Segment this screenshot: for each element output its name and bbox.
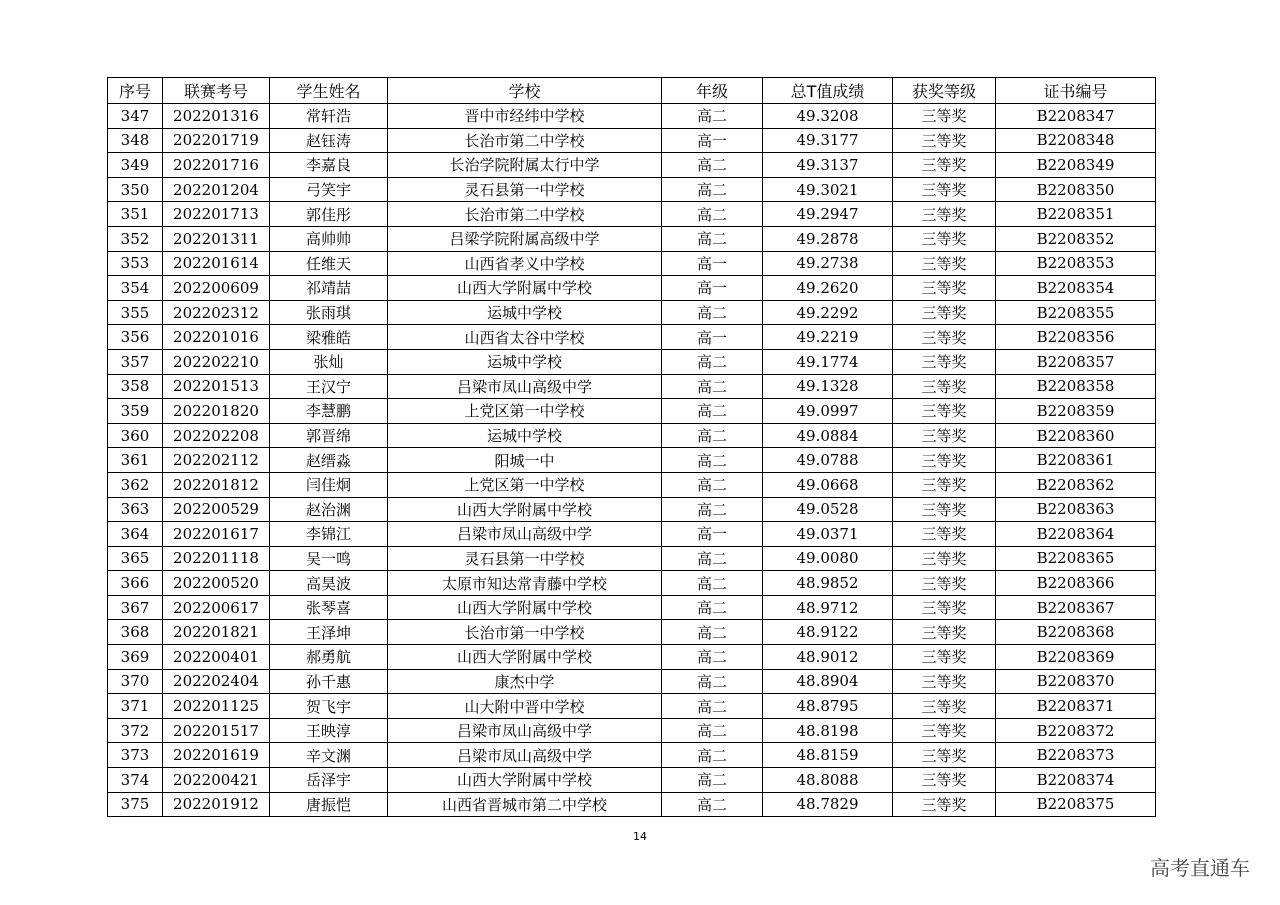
cell-exam-id: 202202208 (163, 423, 270, 448)
cell-award-level: 三等奖 (893, 546, 996, 571)
page-number: 14 (633, 830, 647, 843)
cell-score: 49.2620 (763, 276, 893, 301)
cell-score: 49.0371 (763, 522, 893, 547)
table-row (108, 177, 1156, 202)
cell-certificate-id: B2208347 (996, 104, 1156, 129)
cell-student-name: 梁雅皓 (270, 325, 388, 350)
cell-grade: 高二 (662, 300, 763, 325)
cell-school: 吕梁学院附属高级中学 (388, 226, 662, 251)
cell-school: 灵石县第一中学校 (388, 177, 662, 202)
cell-certificate-id: B2208358 (996, 374, 1156, 399)
table-row (108, 128, 1156, 153)
cell-exam-id: 202201719 (163, 128, 270, 153)
cell-school: 上党区第一中学校 (388, 472, 662, 497)
table-row (108, 300, 1156, 325)
cell-school: 长治学院附属太行中学 (388, 153, 662, 178)
cell-score: 48.9122 (763, 620, 893, 645)
cell-grade: 高二 (662, 177, 763, 202)
cell-student-name: 赵钰涛 (270, 128, 388, 153)
cell-grade: 高二 (662, 571, 763, 596)
cell-grade: 高二 (662, 104, 763, 129)
cell-score: 49.3177 (763, 128, 893, 153)
cell-index: 373 (108, 743, 163, 768)
cell-award-level: 三等奖 (893, 448, 996, 473)
cell-grade: 高二 (662, 792, 763, 817)
cell-score: 49.3021 (763, 177, 893, 202)
cell-grade: 高二 (662, 768, 763, 793)
cell-exam-id: 202200520 (163, 571, 270, 596)
header-certificate-id: 证书编号 (996, 78, 1156, 104)
cell-exam-id: 202200421 (163, 768, 270, 793)
cell-award-level: 三等奖 (893, 694, 996, 719)
header-exam-id: 联赛考号 (163, 78, 270, 104)
cell-school: 吕梁市凤山高级中学 (388, 718, 662, 743)
cell-exam-id: 202200529 (163, 497, 270, 522)
cell-award-level: 三等奖 (893, 251, 996, 276)
cell-award-level: 三等奖 (893, 349, 996, 374)
cell-exam-id: 202201513 (163, 374, 270, 399)
cell-certificate-id: B2208375 (996, 792, 1156, 817)
cell-certificate-id: B2208354 (996, 276, 1156, 301)
cell-student-name: 高昊波 (270, 571, 388, 596)
cell-index: 354 (108, 276, 163, 301)
cell-index: 366 (108, 571, 163, 596)
header-student-name: 学生姓名 (270, 78, 388, 104)
cell-grade: 高二 (662, 374, 763, 399)
header-score: 总T值成绩 (763, 78, 893, 104)
cell-score: 49.1774 (763, 349, 893, 374)
cell-award-level: 三等奖 (893, 718, 996, 743)
cell-school: 山西省太谷中学校 (388, 325, 662, 350)
cell-index: 359 (108, 399, 163, 424)
cell-student-name: 唐振恺 (270, 792, 388, 817)
cell-grade: 高二 (662, 153, 763, 178)
cell-certificate-id: B2208359 (996, 399, 1156, 424)
cell-exam-id: 202200609 (163, 276, 270, 301)
cell-score: 49.0884 (763, 423, 893, 448)
table-row (108, 595, 1156, 620)
cell-score: 49.2878 (763, 226, 893, 251)
cell-school: 灵石县第一中学校 (388, 546, 662, 571)
cell-exam-id: 202200401 (163, 645, 270, 670)
cell-grade: 高一 (662, 522, 763, 547)
table-row (108, 399, 1156, 424)
cell-certificate-id: B2208370 (996, 669, 1156, 694)
cell-school: 山西大学附属中学校 (388, 768, 662, 793)
cell-exam-id: 202201812 (163, 472, 270, 497)
cell-student-name: 闫佳炯 (270, 472, 388, 497)
header-index: 序号 (108, 78, 163, 104)
cell-award-level: 三等奖 (893, 104, 996, 129)
cell-certificate-id: B2208364 (996, 522, 1156, 547)
cell-score: 49.2947 (763, 202, 893, 227)
cell-exam-id: 202202112 (163, 448, 270, 473)
cell-grade: 高二 (662, 718, 763, 743)
table-body (108, 104, 1156, 817)
cell-score: 49.3208 (763, 104, 893, 129)
cell-certificate-id: B2208351 (996, 202, 1156, 227)
cell-award-level: 三等奖 (893, 325, 996, 350)
cell-school: 晋中市经纬中学校 (388, 104, 662, 129)
cell-school: 长治市第二中学校 (388, 202, 662, 227)
cell-score: 49.0997 (763, 399, 893, 424)
cell-score: 48.9012 (763, 645, 893, 670)
cell-student-name: 郭佳彤 (270, 202, 388, 227)
table-row (108, 202, 1156, 227)
cell-grade: 高二 (662, 546, 763, 571)
cell-award-level: 三等奖 (893, 177, 996, 202)
cell-certificate-id: B2208356 (996, 325, 1156, 350)
cell-award-level: 三等奖 (893, 399, 996, 424)
header-award-level: 获奖等级 (893, 78, 996, 104)
cell-grade: 高二 (662, 399, 763, 424)
table-row (108, 571, 1156, 596)
cell-index: 348 (108, 128, 163, 153)
cell-index: 364 (108, 522, 163, 547)
cell-score: 49.0528 (763, 497, 893, 522)
cell-grade: 高二 (662, 349, 763, 374)
table-row (108, 349, 1156, 374)
cell-award-level: 三等奖 (893, 768, 996, 793)
table-row (108, 718, 1156, 743)
cell-school: 运城中学校 (388, 349, 662, 374)
cell-index: 360 (108, 423, 163, 448)
cell-award-level: 三等奖 (893, 153, 996, 178)
cell-school: 山西大学附属中学校 (388, 645, 662, 670)
watermark-text: 高考直通车 (1150, 856, 1250, 880)
cell-exam-id: 202201125 (163, 694, 270, 719)
cell-index: 351 (108, 202, 163, 227)
table-row (108, 276, 1156, 301)
cell-index: 350 (108, 177, 163, 202)
cell-student-name: 岳泽宇 (270, 768, 388, 793)
cell-school: 上党区第一中学校 (388, 399, 662, 424)
table-row (108, 374, 1156, 399)
cell-score: 48.8159 (763, 743, 893, 768)
cell-index: 371 (108, 694, 163, 719)
cell-index: 363 (108, 497, 163, 522)
cell-student-name: 赵缙淼 (270, 448, 388, 473)
cell-student-name: 张琴喜 (270, 595, 388, 620)
cell-school: 山西大学附属中学校 (388, 497, 662, 522)
cell-school: 太原市知达常青藤中学校 (388, 571, 662, 596)
cell-score: 49.2292 (763, 300, 893, 325)
cell-certificate-id: B2208366 (996, 571, 1156, 596)
cell-score: 48.8795 (763, 694, 893, 719)
cell-award-level: 三等奖 (893, 276, 996, 301)
cell-grade: 高二 (662, 620, 763, 645)
cell-award-level: 三等奖 (893, 472, 996, 497)
cell-award-level: 三等奖 (893, 226, 996, 251)
cell-exam-id: 202201118 (163, 546, 270, 571)
table-row (108, 153, 1156, 178)
cell-award-level: 三等奖 (893, 620, 996, 645)
cell-score: 49.3137 (763, 153, 893, 178)
cell-student-name: 常轩浩 (270, 104, 388, 129)
cell-certificate-id: B2208348 (996, 128, 1156, 153)
cell-certificate-id: B2208372 (996, 718, 1156, 743)
cell-index: 368 (108, 620, 163, 645)
cell-exam-id: 202201311 (163, 226, 270, 251)
table-row (108, 522, 1156, 547)
cell-school: 吕梁市凤山高级中学 (388, 522, 662, 547)
cell-exam-id: 202201716 (163, 153, 270, 178)
table-row (108, 546, 1156, 571)
cell-certificate-id: B2208357 (996, 349, 1156, 374)
cell-award-level: 三等奖 (893, 571, 996, 596)
cell-grade: 高一 (662, 128, 763, 153)
cell-award-level: 三等奖 (893, 645, 996, 670)
cell-school: 长治市第一中学校 (388, 620, 662, 645)
cell-exam-id: 202201912 (163, 792, 270, 817)
cell-certificate-id: B2208363 (996, 497, 1156, 522)
cell-index: 352 (108, 226, 163, 251)
table-row (108, 226, 1156, 251)
header-school: 学校 (388, 78, 662, 104)
cell-index: 355 (108, 300, 163, 325)
table-row (108, 792, 1156, 817)
cell-grade: 高一 (662, 276, 763, 301)
cell-exam-id: 202201619 (163, 743, 270, 768)
cell-certificate-id: B2208352 (996, 226, 1156, 251)
cell-certificate-id: B2208365 (996, 546, 1156, 571)
cell-certificate-id: B2208350 (996, 177, 1156, 202)
cell-index: 349 (108, 153, 163, 178)
cell-certificate-id: B2208360 (996, 423, 1156, 448)
cell-index: 353 (108, 251, 163, 276)
cell-score: 48.8904 (763, 669, 893, 694)
cell-student-name: 李嘉良 (270, 153, 388, 178)
header-grade: 年级 (662, 78, 763, 104)
table-row (108, 620, 1156, 645)
cell-index: 361 (108, 448, 163, 473)
cell-index: 347 (108, 104, 163, 129)
cell-exam-id: 202201204 (163, 177, 270, 202)
cell-school: 山西大学附属中学校 (388, 595, 662, 620)
cell-score: 48.7829 (763, 792, 893, 817)
cell-student-name: 李锦江 (270, 522, 388, 547)
cell-index: 372 (108, 718, 163, 743)
table-row (108, 325, 1156, 350)
cell-school: 山大附中晋中学校 (388, 694, 662, 719)
cell-exam-id: 202201316 (163, 104, 270, 129)
cell-student-name: 孙千惠 (270, 669, 388, 694)
cell-score: 48.9852 (763, 571, 893, 596)
cell-score: 49.0080 (763, 546, 893, 571)
cell-award-level: 三等奖 (893, 595, 996, 620)
cell-student-name: 赵治渊 (270, 497, 388, 522)
award-table (107, 77, 1156, 817)
cell-grade: 高二 (662, 472, 763, 497)
cell-grade: 高二 (662, 497, 763, 522)
award-table-container (107, 77, 1155, 817)
cell-exam-id: 202201617 (163, 522, 270, 547)
cell-score: 49.0668 (763, 472, 893, 497)
cell-school: 运城中学校 (388, 423, 662, 448)
table-row (108, 423, 1156, 448)
cell-award-level: 三等奖 (893, 792, 996, 817)
cell-award-level: 三等奖 (893, 300, 996, 325)
cell-award-level: 三等奖 (893, 669, 996, 694)
cell-index: 370 (108, 669, 163, 694)
cell-exam-id: 202201614 (163, 251, 270, 276)
cell-school: 吕梁市凤山高级中学 (388, 374, 662, 399)
cell-award-level: 三等奖 (893, 497, 996, 522)
table-row (108, 472, 1156, 497)
cell-grade: 高二 (662, 202, 763, 227)
cell-school: 吕梁市凤山高级中学 (388, 743, 662, 768)
table-row (108, 768, 1156, 793)
cell-student-name: 王汉宁 (270, 374, 388, 399)
cell-student-name: 吴一鸣 (270, 546, 388, 571)
cell-student-name: 辛文渊 (270, 743, 388, 768)
cell-grade: 高一 (662, 325, 763, 350)
cell-score: 48.9712 (763, 595, 893, 620)
cell-student-name: 高帅帅 (270, 226, 388, 251)
table-row (108, 694, 1156, 719)
cell-school: 康杰中学 (388, 669, 662, 694)
cell-index: 374 (108, 768, 163, 793)
cell-exam-id: 202200617 (163, 595, 270, 620)
cell-student-name: 李慧鹏 (270, 399, 388, 424)
cell-index: 358 (108, 374, 163, 399)
cell-grade: 高二 (662, 645, 763, 670)
cell-student-name: 张雨琪 (270, 300, 388, 325)
cell-index: 357 (108, 349, 163, 374)
table-row (108, 104, 1156, 129)
cell-school: 山西大学附属中学校 (388, 276, 662, 301)
cell-score: 48.8088 (763, 768, 893, 793)
cell-certificate-id: B2208368 (996, 620, 1156, 645)
cell-certificate-id: B2208353 (996, 251, 1156, 276)
cell-grade: 高二 (662, 226, 763, 251)
cell-index: 362 (108, 472, 163, 497)
cell-certificate-id: B2208361 (996, 448, 1156, 473)
table-row (108, 448, 1156, 473)
cell-certificate-id: B2208367 (996, 595, 1156, 620)
cell-student-name: 郝勇航 (270, 645, 388, 670)
cell-grade: 高二 (662, 743, 763, 768)
cell-grade: 高二 (662, 669, 763, 694)
cell-student-name: 弓笑宇 (270, 177, 388, 202)
cell-exam-id: 202201820 (163, 399, 270, 424)
cell-student-name: 郭晋绵 (270, 423, 388, 448)
cell-award-level: 三等奖 (893, 128, 996, 153)
table-row (108, 497, 1156, 522)
cell-student-name: 贺飞宇 (270, 694, 388, 719)
cell-certificate-id: B2208371 (996, 694, 1156, 719)
cell-exam-id: 202202312 (163, 300, 270, 325)
cell-certificate-id: B2208373 (996, 743, 1156, 768)
cell-student-name: 王映淳 (270, 718, 388, 743)
cell-score: 49.2219 (763, 325, 893, 350)
cell-exam-id: 202201517 (163, 718, 270, 743)
cell-award-level: 三等奖 (893, 423, 996, 448)
cell-award-level: 三等奖 (893, 202, 996, 227)
cell-grade: 高二 (662, 595, 763, 620)
cell-student-name: 张灿 (270, 349, 388, 374)
cell-certificate-id: B2208369 (996, 645, 1156, 670)
cell-index: 367 (108, 595, 163, 620)
table-row (108, 251, 1156, 276)
cell-index: 356 (108, 325, 163, 350)
cell-school: 山西省晋城市第二中学校 (388, 792, 662, 817)
cell-index: 375 (108, 792, 163, 817)
cell-student-name: 任维天 (270, 251, 388, 276)
cell-student-name: 王泽坤 (270, 620, 388, 645)
cell-score: 49.2738 (763, 251, 893, 276)
cell-grade: 高二 (662, 448, 763, 473)
cell-grade: 高一 (662, 251, 763, 276)
cell-school: 长治市第二中学校 (388, 128, 662, 153)
cell-score: 49.0788 (763, 448, 893, 473)
cell-student-name: 祁靖喆 (270, 276, 388, 301)
table-row (108, 743, 1156, 768)
cell-exam-id: 202201821 (163, 620, 270, 645)
cell-grade: 高二 (662, 694, 763, 719)
cell-certificate-id: B2208374 (996, 768, 1156, 793)
cell-award-level: 三等奖 (893, 522, 996, 547)
cell-score: 48.8198 (763, 718, 893, 743)
cell-school: 阳城一中 (388, 448, 662, 473)
cell-index: 365 (108, 546, 163, 571)
cell-award-level: 三等奖 (893, 743, 996, 768)
cell-grade: 高二 (662, 423, 763, 448)
cell-exam-id: 202202210 (163, 349, 270, 374)
cell-exam-id: 202201016 (163, 325, 270, 350)
cell-award-level: 三等奖 (893, 374, 996, 399)
table-row (108, 645, 1156, 670)
cell-certificate-id: B2208355 (996, 300, 1156, 325)
cell-exam-id: 202201713 (163, 202, 270, 227)
cell-certificate-id: B2208362 (996, 472, 1156, 497)
cell-score: 49.1328 (763, 374, 893, 399)
table-row (108, 669, 1156, 694)
table-header-row (108, 78, 1156, 104)
cell-exam-id: 202202404 (163, 669, 270, 694)
cell-school: 运城中学校 (388, 300, 662, 325)
cell-index: 369 (108, 645, 163, 670)
cell-school: 山西省孝义中学校 (388, 251, 662, 276)
cell-certificate-id: B2208349 (996, 153, 1156, 178)
